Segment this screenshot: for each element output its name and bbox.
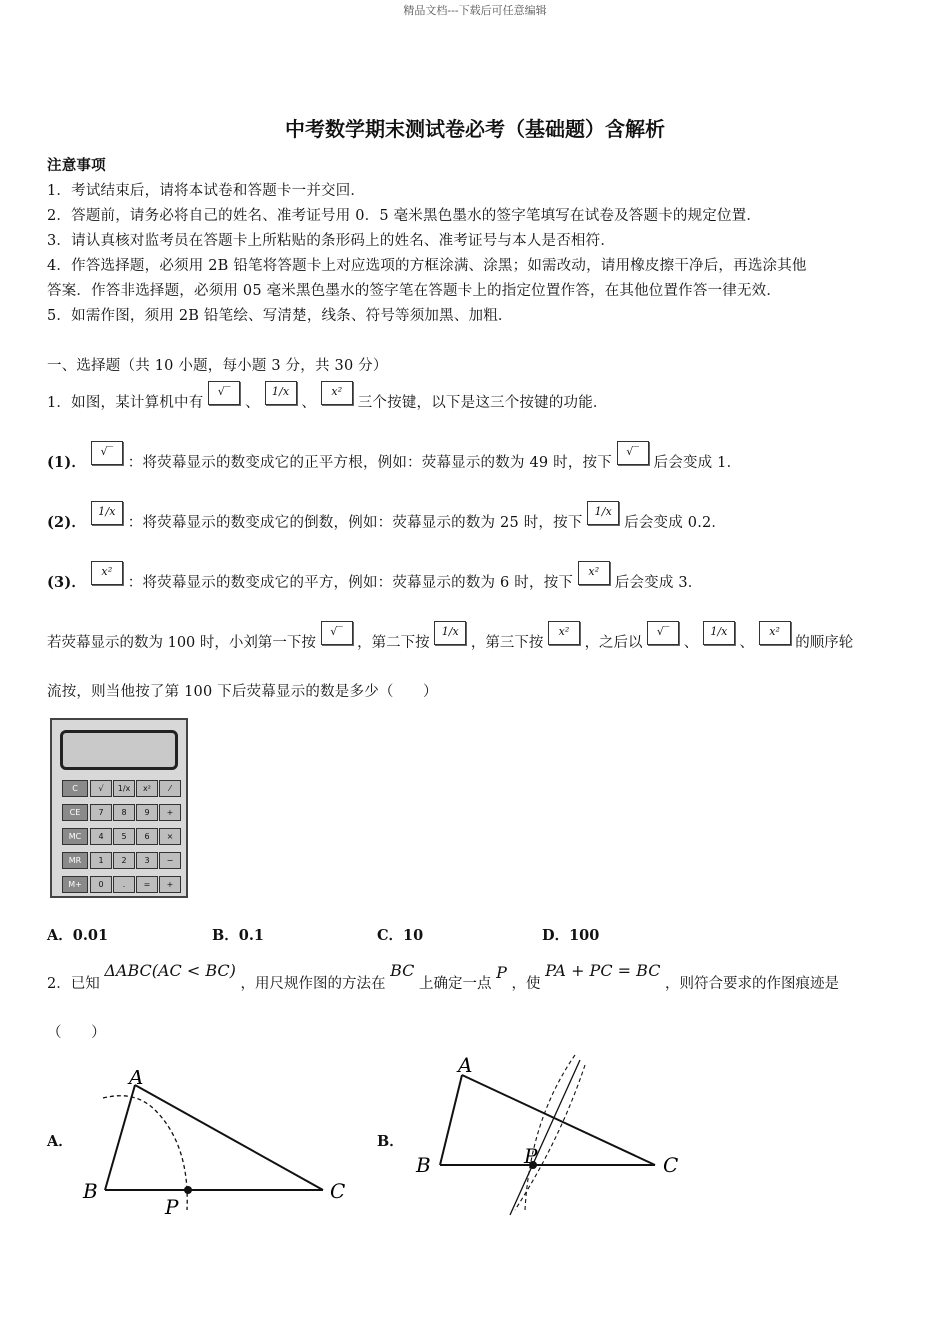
label-b: B (416, 1153, 431, 1177)
q2-option-b-label: B． (377, 1133, 404, 1150)
calculator-key: 4 (90, 828, 112, 845)
q2-c: 上确定一点 (419, 976, 492, 992)
reciprocal-key-icon: 1/x (587, 501, 619, 525)
q1-intro (47, 385, 608, 415)
p1-text: ：将荧幕显示的数变成它的正平方根，例如：荧幕显示的数为 49 时，按下 (127, 455, 612, 471)
notice-item: 2．答题前，请务必将自己的姓名、准考证号用 0．5 毫米黑色墨水的签字笔填写在试卷及答题卡的规定位置． (47, 208, 762, 224)
square-key-icon: x² (91, 561, 123, 585)
q2-math-p: P (496, 963, 507, 982)
p3-label: (3)． (47, 574, 87, 591)
notice-item: 1．考试结束后，请将本试卷和答题卡一并交回． (47, 183, 366, 199)
side-ab (440, 1075, 462, 1165)
label-a: A (458, 1053, 473, 1077)
calculator-key: 6 (136, 828, 158, 845)
calculator-key: + (159, 876, 181, 893)
calculator-key: 0 (90, 876, 112, 893)
calculator-key: C (62, 780, 88, 797)
q1-p1 (47, 445, 742, 475)
notice-item: 4．作答选择题，必须用 2B 铅笔将答题卡上对应选项的方框涂满、涂黑；如需改动，请用橡皮擦干净后，再选涂其他 (47, 258, 807, 274)
label-p: P (165, 1195, 179, 1219)
calculator-key: M+ (62, 876, 88, 893)
q2-stem (47, 961, 840, 993)
q1-p3 (47, 565, 703, 595)
sqrt-key-icon: √‾ (208, 381, 240, 405)
reciprocal-key-icon: 1/x (265, 381, 297, 405)
figure-a (75, 1070, 365, 1220)
stem-c: ，第三下按 (470, 635, 544, 651)
q2-option-a-label: A． (47, 1133, 73, 1150)
arc-trace-right (515, 1065, 585, 1210)
separator: 、 (739, 635, 754, 651)
calculator-key: − (159, 852, 181, 869)
label-c: C (330, 1179, 346, 1203)
q1-stem (47, 625, 854, 655)
q1-option-a: A．0.01 (47, 927, 109, 944)
bisector-line (510, 1060, 580, 1215)
q1-intro-a: 1．如图，某计算机中有 (47, 395, 204, 411)
calculator-key: 2 (113, 852, 135, 869)
notice-item: 3．请认真核对监考员在答题卡上所粘贴的条形码上的姓名、准考证号与本人是否相符． (47, 233, 616, 249)
label-c: C (663, 1153, 679, 1177)
q2-math-triangle: ΔABC(AC < BC) (104, 961, 236, 980)
q1-option-b: B．0.1 (212, 927, 264, 944)
separator: 、 (683, 635, 699, 651)
calculator-key: x² (136, 780, 158, 797)
q2-a: 2．已知 (47, 976, 100, 992)
q2-b: ，用尺规作图的方法在 (240, 976, 386, 992)
q1-stem-cont: 流按，则当他按了第 100 下后荧幕显示的数是多少（ ） (47, 684, 438, 700)
sqrt-key-icon: √‾ (321, 621, 353, 645)
stem-a: 若荧幕显示的数为 100 时，小刘第一下按 (47, 635, 316, 651)
label-b: B (83, 1179, 98, 1203)
header-note: 精品文档---下载后可任意编辑 (403, 4, 547, 17)
notice-item: 答案．作答非选择题，必须用 05 毫米黑色墨水的签字笔在答题卡上的指定位置作答，在其他位置作答一律无效． (47, 283, 782, 299)
notice-heading: 注意事项 (47, 157, 106, 174)
p1-label: (1)． (47, 454, 87, 471)
stem-d: ，之后以 (584, 635, 643, 651)
p2-tail: 后会变成 0.2． (624, 515, 727, 531)
calculator-key: MR (62, 852, 88, 869)
stem-b: ，第二下按 (357, 635, 430, 651)
label-p: P (524, 1144, 538, 1168)
sqrt-key-icon: √‾ (617, 441, 649, 465)
p3-text: ：将荧幕显示的数变成它的平方，例如：荧幕显示的数为 6 时，按下 (127, 575, 574, 591)
q1-option-c: C．10 (377, 927, 424, 944)
label-a: A (129, 1070, 144, 1089)
sqrt-key-icon: √‾ (91, 441, 123, 465)
p1-tail: 后会变成 1． (653, 455, 742, 471)
calculator-key: 3 (136, 852, 158, 869)
q1-p2 (47, 505, 727, 535)
q2-math-bc: BC (390, 961, 415, 980)
side-ac (135, 1085, 323, 1190)
arc-trace-left (525, 1055, 575, 1210)
calculator-key: CE (62, 804, 88, 821)
calculator-key: . (113, 876, 135, 893)
side-ac (462, 1075, 655, 1165)
calculator-key: ⁄ (159, 780, 181, 797)
calculator-key: MC (62, 828, 88, 845)
figure-b (410, 1050, 700, 1220)
calculator-key: 9 (136, 804, 158, 821)
side-ab (105, 1085, 135, 1190)
point-p (184, 1186, 192, 1194)
section-heading: 一、选择题（共 10 小题，每小题 3 分，共 30 分） (47, 358, 388, 374)
calculator-key: 5 (113, 828, 135, 845)
q2-e: ，则符合要求的作图痕迹是 (665, 976, 840, 992)
calculator-key: + (159, 804, 181, 821)
calculator-key: 1/x (113, 780, 135, 797)
p2-text: ：将荧幕显示的数变成它的倒数，例如：荧幕显示的数为 25 时，按下 (127, 515, 583, 531)
calculator-key: × (159, 828, 181, 845)
separator: 、 (301, 395, 317, 411)
calculator-key: √ (90, 780, 112, 797)
calculator-key: 8 (113, 804, 135, 821)
sqrt-key-icon: √‾ (647, 621, 679, 645)
notice-item: 5．如需作图，须用 2B 铅笔绘、写清楚，线条、符号等须加黑、加粗． (47, 308, 513, 324)
reciprocal-key-icon: 1/x (703, 621, 735, 645)
calculator-screen (60, 730, 178, 770)
q2-paren: （ ） (47, 1025, 106, 1041)
square-key-icon: x² (759, 621, 791, 645)
q2-d: ，使 (511, 976, 541, 992)
q2-math-eq: PA + PC = BC (545, 961, 661, 980)
square-key-icon: x² (578, 561, 610, 585)
p3-tail: 后会变成 3． (614, 575, 703, 591)
page-title: 中考数学期末测试卷必考（基础题）含解析 (285, 117, 665, 141)
calculator-key: 1 (90, 852, 112, 869)
square-key-icon: x² (321, 381, 353, 405)
square-key-icon: x² (548, 621, 580, 645)
calculator-key: 7 (90, 804, 112, 821)
reciprocal-key-icon: 1/x (91, 501, 123, 525)
calculator-key: = (136, 876, 158, 893)
stem-e: 的顺序轮 (795, 635, 854, 651)
q1-intro-b: 三个按键，以下是这三个按键的功能． (357, 395, 608, 411)
reciprocal-key-icon: 1/x (434, 621, 466, 645)
calculator-figure (50, 718, 188, 898)
q1-option-d: D．100 (542, 927, 600, 944)
p2-label: (2)． (47, 514, 87, 531)
separator: 、 (245, 395, 260, 411)
